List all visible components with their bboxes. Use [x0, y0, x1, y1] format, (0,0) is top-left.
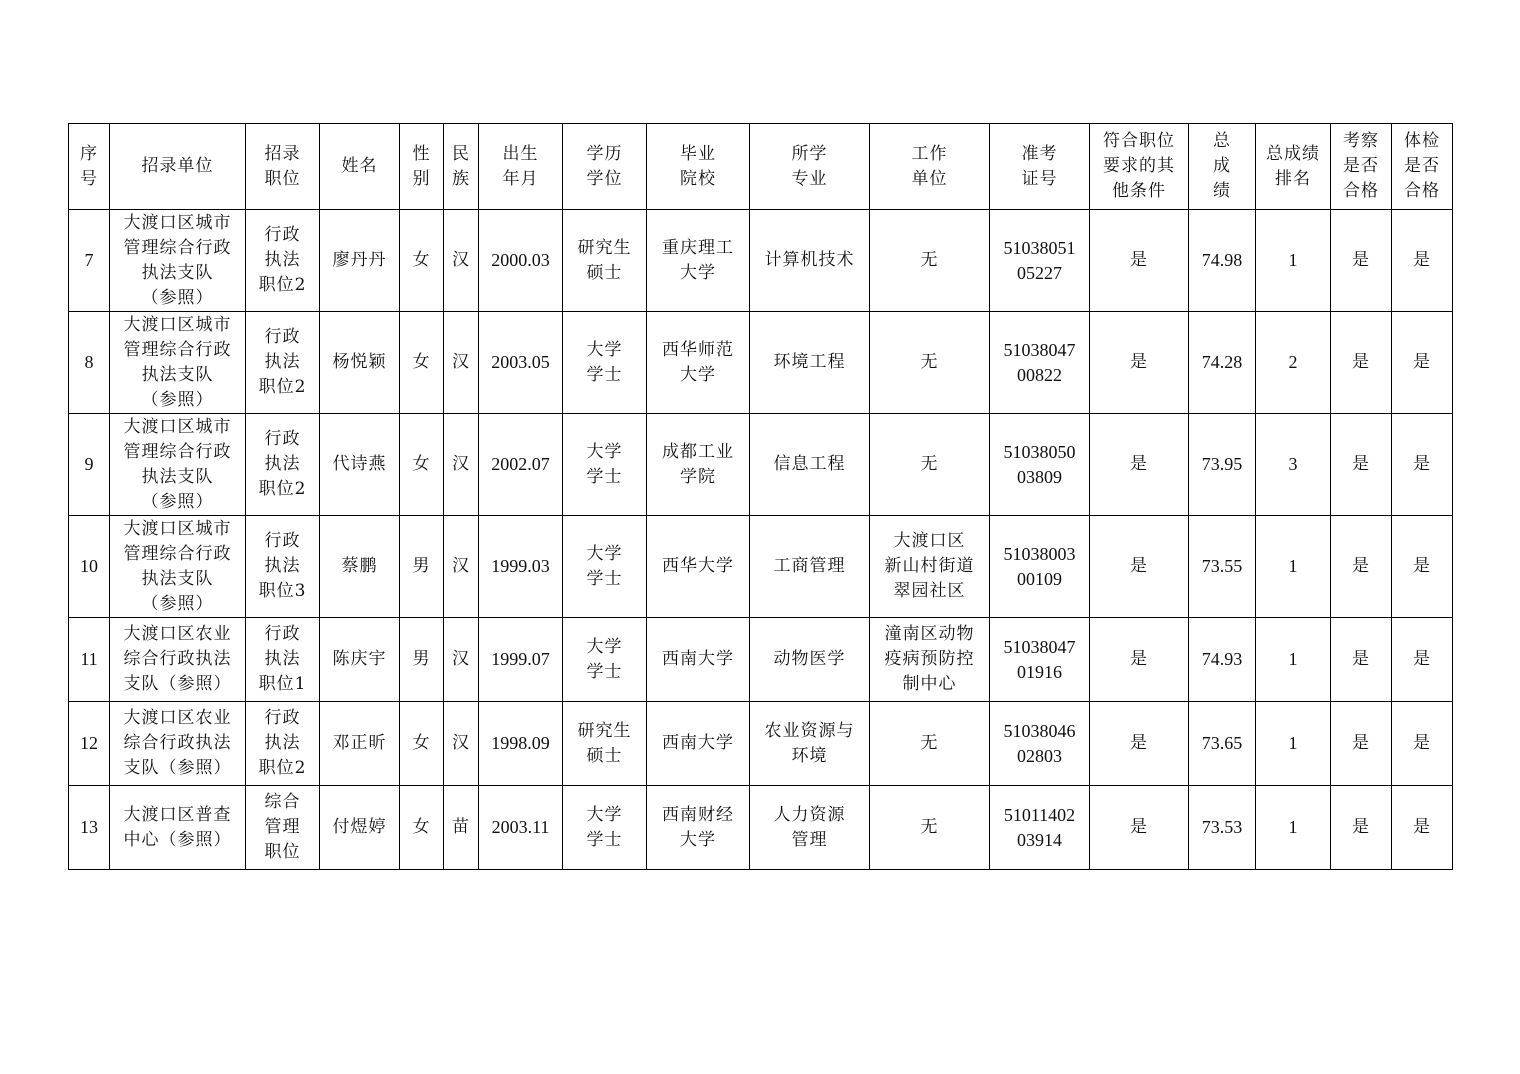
header-col-school — [647, 124, 750, 210]
cell-school — [647, 786, 750, 870]
cell-exam-id — [990, 618, 1090, 702]
cell-text: 13 — [80, 817, 98, 837]
cell-other-conditions — [1090, 786, 1189, 870]
cell-text: 是 — [1130, 352, 1148, 372]
cell-text: 西华大学 — [662, 556, 734, 576]
cell-text: 1 — [1288, 556, 1298, 576]
cell-text: 是 — [1352, 649, 1370, 669]
cell-text: 1 — [1288, 649, 1298, 669]
cell-inspection — [1331, 414, 1392, 516]
cell-text: 工商管理 — [773, 556, 846, 576]
cell-text: 农业资源与 环境 — [764, 720, 855, 766]
cell-serial — [69, 786, 110, 870]
cell-other-conditions — [1090, 312, 1189, 414]
cell-text: 西南大学 — [662, 733, 734, 753]
header-label: 性 别 — [412, 143, 431, 189]
cell-text: 廖丹丹 — [332, 250, 387, 270]
cell-text: 大渡口区城市 管理综合行政 执法支队 （参照） — [123, 314, 232, 410]
cell-text: 行政 执法 职位1 — [258, 624, 307, 694]
cell-major — [750, 414, 870, 516]
cell-text: 是 — [1352, 733, 1370, 753]
cell-text: 大渡口区农业 综合行政执法 支队（参照） — [123, 708, 232, 778]
cell-text: 汉 — [452, 649, 470, 669]
header-label: 招录 职位 — [264, 143, 301, 189]
cell-position — [246, 516, 320, 618]
cell-text: 陈庆宇 — [332, 649, 387, 669]
cell-text: 51038003 00109 — [1003, 543, 1076, 589]
cell-text: 西南大学 — [662, 649, 734, 669]
table-row — [69, 312, 1453, 414]
cell-education — [563, 414, 647, 516]
cell-text: 是 — [1130, 649, 1148, 669]
cell-text: 是 — [1413, 733, 1431, 753]
cell-text: 是 — [1413, 556, 1431, 576]
cell-text: 西华师范 大学 — [662, 339, 734, 385]
header-col-ethnicity — [444, 124, 479, 210]
cell-workplace — [870, 618, 990, 702]
cell-text: 大渡口区城市 管理综合行政 执法支队 （参照） — [123, 518, 232, 614]
cell-total-score — [1189, 618, 1256, 702]
cell-text: 11 — [80, 649, 98, 669]
header-col-birth — [479, 124, 563, 210]
cell-text: 重庆理工 大学 — [662, 237, 734, 283]
cell-text: 苗 — [452, 817, 470, 837]
cell-text: 是 — [1413, 817, 1431, 837]
cell-text: 女 — [412, 733, 431, 753]
cell-major — [750, 702, 870, 786]
cell-text: 计算机技术 — [764, 250, 855, 270]
cell-gender — [400, 312, 444, 414]
cell-text: 74.28 — [1201, 352, 1243, 372]
cell-text: 51038051 05227 — [1003, 237, 1076, 283]
cell-workplace — [870, 414, 990, 516]
cell-text: 大渡口区 新山村街道 翠园社区 — [884, 531, 975, 601]
cell-text: 汉 — [452, 250, 470, 270]
cell-text: 是 — [1130, 556, 1148, 576]
cell-major — [750, 618, 870, 702]
cell-text: 是 — [1413, 250, 1431, 270]
cell-text: 是 — [1352, 352, 1370, 372]
cell-rank — [1256, 786, 1331, 870]
cell-inspection — [1331, 210, 1392, 312]
table-row — [69, 516, 1453, 618]
cell-total-score — [1189, 702, 1256, 786]
cell-position — [246, 618, 320, 702]
header-col-physical — [1392, 124, 1453, 210]
cell-other-conditions — [1090, 414, 1189, 516]
cell-name — [320, 516, 400, 618]
header-row — [69, 124, 1453, 210]
cell-major — [750, 786, 870, 870]
header-col-serial — [69, 124, 110, 210]
cell-physical — [1392, 414, 1453, 516]
cell-other-conditions — [1090, 210, 1189, 312]
header-label: 工作 单位 — [911, 143, 948, 189]
cell-workplace — [870, 210, 990, 312]
cell-total-score — [1189, 210, 1256, 312]
header-label: 考察 是否 合格 — [1343, 131, 1379, 201]
cell-education — [563, 516, 647, 618]
cell-recruiting-unit — [110, 312, 246, 414]
cell-text: 女 — [412, 352, 431, 372]
header-label: 总 成 绩 — [1213, 131, 1231, 201]
header-label: 招录单位 — [141, 156, 214, 176]
header-col-education — [563, 124, 647, 210]
cell-text: 大学 学士 — [586, 543, 623, 589]
cell-major — [750, 516, 870, 618]
cell-birth — [479, 786, 563, 870]
cell-gender — [400, 414, 444, 516]
cell-recruiting-unit — [110, 516, 246, 618]
cell-text: 是 — [1413, 649, 1431, 669]
table-header — [69, 124, 1453, 210]
cell-text: 动物医学 — [773, 649, 846, 669]
cell-text: 女 — [412, 454, 431, 474]
header-label: 民 族 — [452, 143, 470, 189]
cell-workplace — [870, 702, 990, 786]
cell-text: 1 — [1288, 250, 1298, 270]
cell-name — [320, 414, 400, 516]
cell-text: 无 — [920, 733, 939, 753]
cell-text: 研究生 硕士 — [577, 720, 632, 766]
cell-serial — [69, 618, 110, 702]
cell-school — [647, 312, 750, 414]
header-col-other-conditions — [1090, 124, 1189, 210]
cell-text: 3 — [1288, 454, 1298, 474]
cell-recruiting-unit — [110, 210, 246, 312]
cell-recruiting-unit — [110, 618, 246, 702]
cell-birth — [479, 414, 563, 516]
cell-text: 行政 执法 职位3 — [258, 531, 307, 601]
cell-inspection — [1331, 312, 1392, 414]
table-row — [69, 414, 1453, 516]
cell-text: 大学 学士 — [586, 339, 623, 385]
cell-text: 是 — [1352, 250, 1370, 270]
cell-exam-id — [990, 786, 1090, 870]
cell-text: 9 — [84, 454, 94, 474]
cell-gender — [400, 786, 444, 870]
cell-inspection — [1331, 516, 1392, 618]
cell-text: 大渡口区普查 中心（参照） — [123, 804, 232, 850]
cell-text: 汉 — [452, 352, 470, 372]
cell-serial — [69, 210, 110, 312]
cell-text: 行政 执法 职位2 — [258, 327, 307, 397]
cell-text: 是 — [1413, 352, 1431, 372]
cell-text: 行政 执法 职位2 — [258, 429, 307, 499]
cell-text: 73.65 — [1201, 733, 1243, 753]
cell-inspection — [1331, 786, 1392, 870]
cell-name — [320, 702, 400, 786]
cell-serial — [69, 414, 110, 516]
table-row — [69, 702, 1453, 786]
cell-text: 74.98 — [1201, 250, 1243, 270]
cell-exam-id — [990, 702, 1090, 786]
cell-ethnicity — [444, 618, 479, 702]
cell-text: 女 — [412, 250, 431, 270]
cell-other-conditions — [1090, 516, 1189, 618]
cell-text: 1999.07 — [491, 649, 550, 669]
cell-text: 是 — [1352, 556, 1370, 576]
cell-rank — [1256, 516, 1331, 618]
header-label: 总成绩 排名 — [1266, 143, 1320, 189]
cell-text: 是 — [1130, 250, 1148, 270]
cell-text: 杨悦颖 — [332, 352, 387, 372]
cell-text: 汉 — [452, 733, 470, 753]
cell-text: 是 — [1413, 454, 1431, 474]
cell-total-score — [1189, 516, 1256, 618]
cell-ethnicity — [444, 210, 479, 312]
cell-text: 男 — [412, 556, 431, 576]
cell-text: 无 — [920, 352, 939, 372]
cell-text: 无 — [920, 250, 939, 270]
cell-name — [320, 210, 400, 312]
cell-text: 无 — [920, 454, 939, 474]
cell-birth — [479, 516, 563, 618]
cell-ethnicity — [444, 516, 479, 618]
cell-text: 73.53 — [1201, 817, 1243, 837]
cell-text: 1 — [1288, 733, 1298, 753]
cell-recruiting-unit — [110, 786, 246, 870]
cell-text: 51038047 00822 — [1003, 339, 1076, 385]
cell-school — [647, 210, 750, 312]
cell-physical — [1392, 702, 1453, 786]
cell-rank — [1256, 702, 1331, 786]
cell-text: 2002.07 — [491, 454, 550, 474]
cell-recruiting-unit — [110, 702, 246, 786]
cell-text: 10 — [80, 556, 98, 576]
cell-text: 51038046 02803 — [1003, 720, 1076, 766]
recruitment-table — [68, 123, 1453, 870]
table-body — [69, 210, 1453, 870]
cell-school — [647, 516, 750, 618]
cell-text: 7 — [84, 250, 94, 270]
cell-text: 行政 执法 职位2 — [258, 225, 307, 295]
cell-text: 研究生 硕士 — [577, 237, 632, 283]
cell-rank — [1256, 618, 1331, 702]
cell-text: 汉 — [452, 454, 470, 474]
cell-rank — [1256, 210, 1331, 312]
cell-workplace — [870, 312, 990, 414]
cell-text: 12 — [80, 733, 98, 753]
cell-text: 蔡鹏 — [341, 556, 378, 576]
cell-serial — [69, 312, 110, 414]
cell-workplace — [870, 516, 990, 618]
cell-ethnicity — [444, 312, 479, 414]
cell-total-score — [1189, 786, 1256, 870]
cell-text: 是 — [1352, 817, 1370, 837]
cell-text: 1999.03 — [491, 556, 550, 576]
header-label: 体检 是否 合格 — [1404, 131, 1440, 201]
cell-text: 51038047 01916 — [1003, 636, 1076, 682]
cell-school — [647, 618, 750, 702]
cell-text: 人力资源 管理 — [773, 804, 846, 850]
cell-inspection — [1331, 702, 1392, 786]
cell-workplace — [870, 786, 990, 870]
cell-text: 2003.05 — [491, 352, 550, 372]
cell-text: 1998.09 — [491, 733, 550, 753]
header-label: 姓名 — [341, 156, 378, 176]
cell-education — [563, 702, 647, 786]
table-row — [69, 786, 1453, 870]
cell-physical — [1392, 312, 1453, 414]
header-label: 序 号 — [80, 143, 98, 189]
header-label: 学历 学位 — [586, 143, 623, 189]
cell-name — [320, 786, 400, 870]
cell-text: 邓正昕 — [332, 733, 387, 753]
cell-text: 付煜婷 — [332, 817, 387, 837]
cell-ethnicity — [444, 702, 479, 786]
cell-gender — [400, 516, 444, 618]
cell-exam-id — [990, 210, 1090, 312]
cell-school — [647, 702, 750, 786]
cell-ethnicity — [444, 414, 479, 516]
cell-physical — [1392, 618, 1453, 702]
cell-text: 51038050 03809 — [1003, 441, 1076, 487]
header-col-total-score — [1189, 124, 1256, 210]
cell-text: 西南财经 大学 — [662, 804, 734, 850]
cell-serial — [69, 516, 110, 618]
cell-inspection — [1331, 618, 1392, 702]
cell-position — [246, 786, 320, 870]
cell-other-conditions — [1090, 618, 1189, 702]
cell-education — [563, 210, 647, 312]
cell-major — [750, 312, 870, 414]
cell-position — [246, 210, 320, 312]
cell-text: 大学 学士 — [586, 441, 623, 487]
cell-text: 2000.03 — [491, 250, 550, 270]
header-col-rank — [1256, 124, 1331, 210]
cell-text: 是 — [1352, 454, 1370, 474]
cell-text: 2 — [1288, 352, 1298, 372]
cell-text: 74.93 — [1201, 649, 1243, 669]
cell-text: 是 — [1130, 454, 1148, 474]
header-col-position — [246, 124, 320, 210]
cell-text: 1 — [1288, 817, 1298, 837]
cell-birth — [479, 618, 563, 702]
cell-serial — [69, 702, 110, 786]
header-col-major — [750, 124, 870, 210]
header-label: 毕业 院校 — [680, 143, 716, 189]
header-label: 准考 证号 — [1021, 143, 1058, 189]
table-row — [69, 618, 1453, 702]
cell-name — [320, 312, 400, 414]
cell-birth — [479, 210, 563, 312]
cell-text: 是 — [1130, 817, 1148, 837]
cell-text: 大渡口区农业 综合行政执法 支队（参照） — [123, 624, 232, 694]
cell-exam-id — [990, 516, 1090, 618]
header-label: 符合职位 要求的其 他条件 — [1103, 131, 1175, 201]
cell-ethnicity — [444, 786, 479, 870]
cell-text: 51011402 03914 — [1003, 804, 1076, 850]
cell-physical — [1392, 210, 1453, 312]
cell-physical — [1392, 786, 1453, 870]
cell-position — [246, 414, 320, 516]
cell-total-score — [1189, 312, 1256, 414]
cell-text: 潼南区动物 疫病预防控 制中心 — [884, 624, 975, 694]
cell-text: 2003.11 — [491, 817, 550, 837]
header-col-gender — [400, 124, 444, 210]
cell-total-score — [1189, 414, 1256, 516]
cell-text: 大渡口区城市 管理综合行政 执法支队 （参照） — [123, 212, 232, 308]
cell-exam-id — [990, 312, 1090, 414]
cell-text: 汉 — [452, 556, 470, 576]
cell-education — [563, 312, 647, 414]
cell-text: 是 — [1130, 733, 1148, 753]
cell-birth — [479, 312, 563, 414]
cell-text: 男 — [412, 649, 431, 669]
cell-education — [563, 786, 647, 870]
table-row — [69, 210, 1453, 312]
cell-exam-id — [990, 414, 1090, 516]
cell-text: 73.95 — [1201, 454, 1243, 474]
cell-text: 无 — [920, 817, 939, 837]
cell-other-conditions — [1090, 702, 1189, 786]
cell-text: 代诗燕 — [332, 454, 387, 474]
header-col-exam-id — [990, 124, 1090, 210]
cell-text: 大学 学士 — [586, 804, 623, 850]
cell-school — [647, 414, 750, 516]
cell-text: 成都工业 学院 — [662, 441, 734, 487]
cell-gender — [400, 210, 444, 312]
cell-text: 大学 学士 — [586, 636, 623, 682]
cell-position — [246, 312, 320, 414]
cell-text: 73.55 — [1201, 556, 1243, 576]
header-col-recruiting-unit — [110, 124, 246, 210]
cell-rank — [1256, 312, 1331, 414]
cell-text: 行政 执法 职位2 — [258, 708, 307, 778]
cell-text: 信息工程 — [773, 454, 846, 474]
cell-text: 8 — [84, 352, 94, 372]
cell-position — [246, 702, 320, 786]
cell-gender — [400, 702, 444, 786]
cell-physical — [1392, 516, 1453, 618]
cell-education — [563, 618, 647, 702]
cell-rank — [1256, 414, 1331, 516]
header-label: 所学 专业 — [791, 143, 828, 189]
cell-gender — [400, 618, 444, 702]
cell-name — [320, 618, 400, 702]
cell-recruiting-unit — [110, 414, 246, 516]
cell-text: 大渡口区城市 管理综合行政 执法支队 （参照） — [123, 416, 232, 512]
header-col-workplace — [870, 124, 990, 210]
header-col-inspection — [1331, 124, 1392, 210]
header-label: 出生 年月 — [502, 143, 539, 189]
header-col-name — [320, 124, 400, 210]
cell-birth — [479, 702, 563, 786]
cell-text: 环境工程 — [773, 352, 846, 372]
cell-text: 综合 管理 职位 — [264, 792, 301, 862]
cell-major — [750, 210, 870, 312]
cell-text: 女 — [412, 817, 431, 837]
